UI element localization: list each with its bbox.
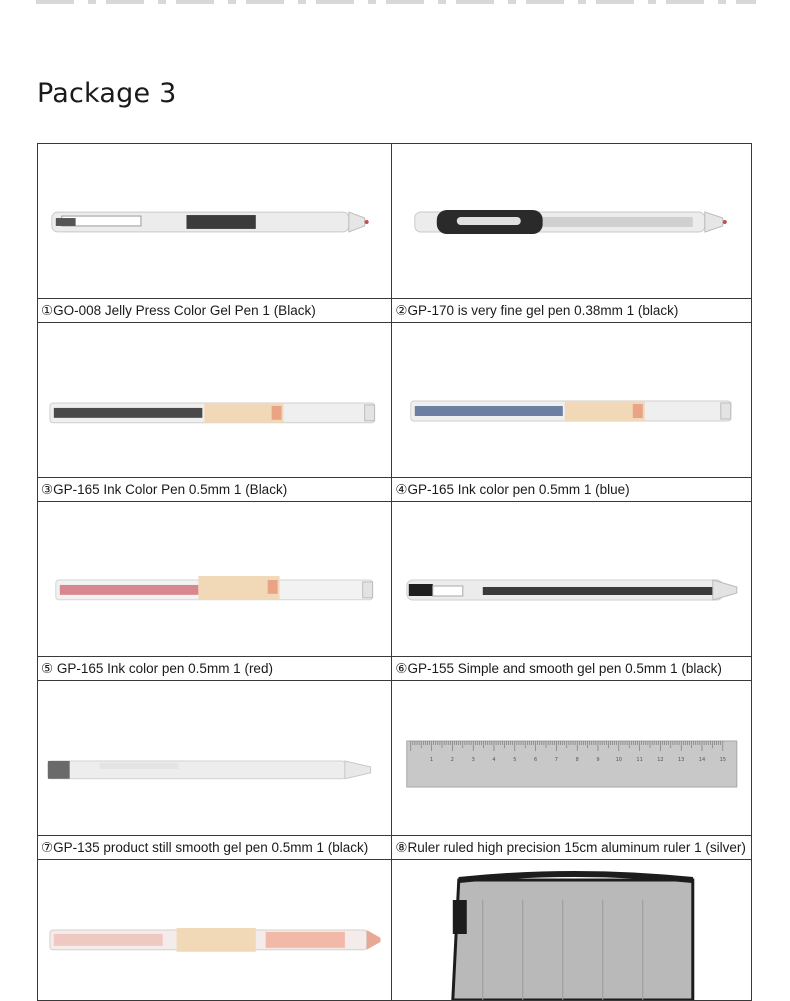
ruler-tick-label: 2 [451, 757, 455, 763]
ruler-tick-label: 11 [636, 757, 644, 763]
product-grid [37, 143, 752, 1001]
gel-pen-image [38, 144, 391, 298]
product-image-8 [392, 681, 752, 836]
ruler-tick-label: 14 [699, 757, 706, 763]
caption-2: ②GP-170 is very fine gel pen 0.38mm 1 (black) [392, 299, 752, 323]
top-divider [36, 0, 756, 4]
product-image-1 [38, 144, 392, 299]
product-image-3 [38, 323, 392, 478]
ruler-tick-label: 6 [534, 757, 538, 763]
ruler-tick-label: 10 [616, 757, 623, 763]
gel-pen-image [38, 502, 391, 656]
ruler-tick-label: 7 [555, 757, 559, 763]
ruler-tick-label: 3 [472, 757, 476, 763]
gel-pen-image [392, 144, 751, 298]
product-image-5 [38, 502, 392, 657]
gel-pen-image [38, 323, 391, 477]
highlighter-pen-image [38, 860, 391, 1000]
ruler-tick-label: 8 [576, 757, 580, 763]
caption-6: ⑥GP-155 Simple and smooth gel pen 0.5mm 1 (black) [392, 657, 752, 681]
caption-3: ③GP-165 Ink Color Pen 0.5mm 1 (Black) [38, 478, 392, 502]
gel-pen-image [392, 323, 751, 477]
ruler-tick-label: 1 [430, 757, 434, 763]
ruler-tick-label: 12 [657, 757, 664, 763]
product-image-4 [392, 323, 752, 478]
aluminum-ruler-image [392, 681, 751, 835]
gel-pen-image [392, 502, 751, 656]
ruler-tick-label: 5 [513, 757, 517, 763]
page-title: Package 3 [37, 78, 177, 109]
caption-4: ④GP-165 Ink color pen 0.5mm 1 (blue) [392, 478, 752, 502]
pencil-case-image [392, 860, 751, 1000]
product-image-6 [392, 502, 752, 657]
ruler-tick-label: 13 [678, 757, 685, 763]
caption-1: ①GO-008 Jelly Press Color Gel Pen 1 (Black) [38, 299, 392, 323]
ruler-tick-label: 15 [720, 757, 727, 763]
caption-5: ⑤ GP-165 Ink color pen 0.5mm 1 (red) [38, 657, 392, 681]
caption-7: ⑦GP-135 product still smooth gel pen 0.5mm 1 (black) [38, 836, 392, 860]
product-image-7 [38, 681, 392, 836]
ruler-tick-label: 9 [596, 757, 601, 763]
ruler-tick-label: 4 [492, 757, 497, 763]
product-image-9 [38, 860, 392, 1001]
caption-8: ⑧Ruler ruled high precision 15cm aluminum ruler 1 (silver) [392, 836, 752, 860]
gel-pen-image [38, 681, 391, 835]
product-image-10 [392, 860, 752, 1001]
product-image-2 [392, 144, 752, 299]
